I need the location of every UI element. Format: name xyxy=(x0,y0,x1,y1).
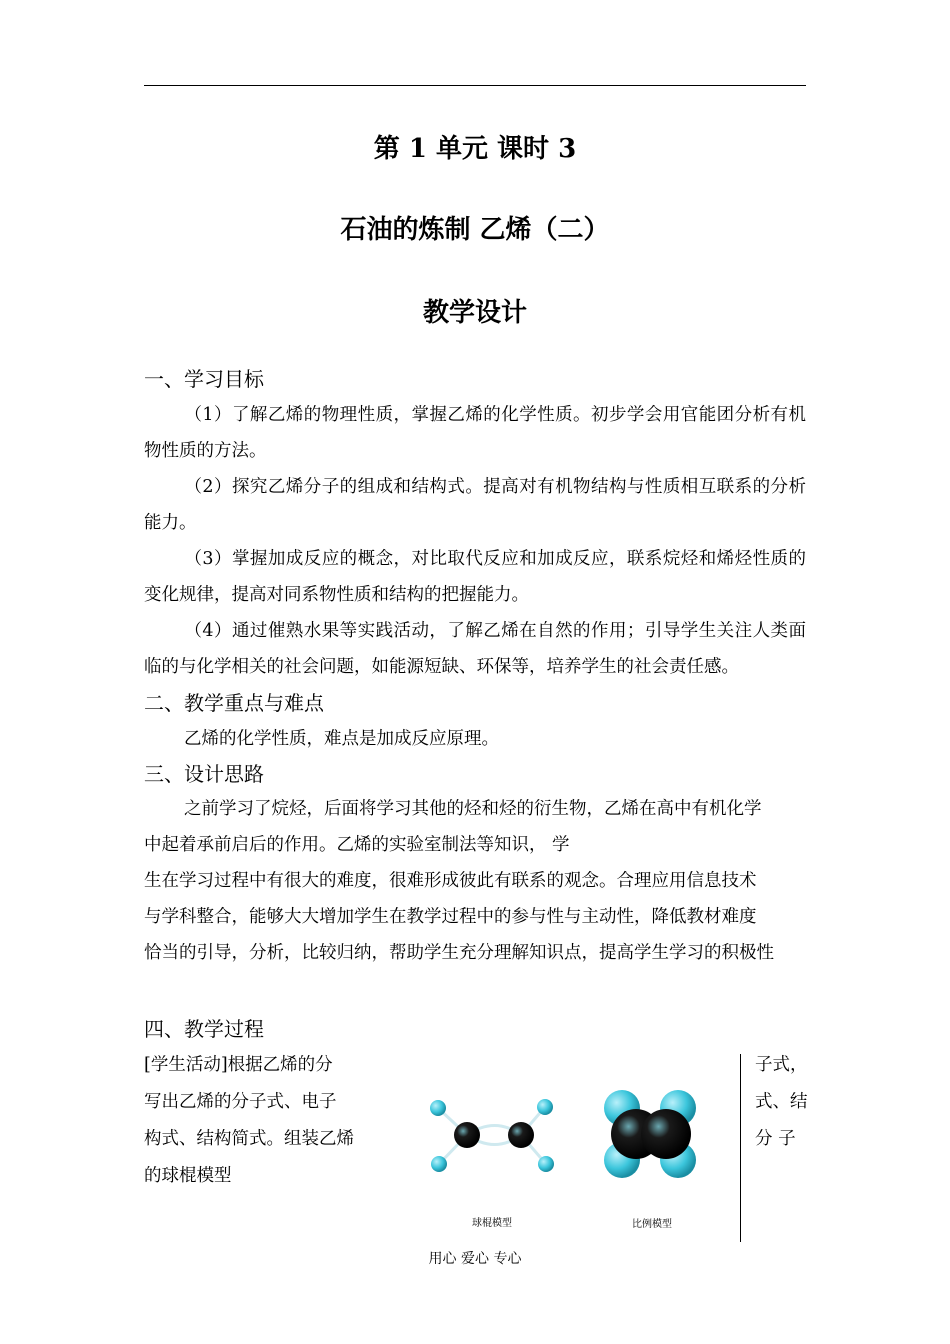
hydrogen-atom xyxy=(538,1156,554,1172)
hydrogen-atom xyxy=(430,1100,446,1116)
process-left-line-4: 的球棍模型 xyxy=(144,1166,232,1186)
section-heading-design: 三、设计思路 xyxy=(144,762,264,786)
page-footer: 用心 爱心 专心 xyxy=(428,1251,522,1267)
ethylene-models-figure xyxy=(420,1080,720,1230)
design-line-5: 恰当的引导，分析，比较归纳，帮助学生充分理解知识点，提高学生学习的积极性 xyxy=(144,943,774,963)
section-heading-goals: 一、学习目标 xyxy=(144,367,264,391)
design-line-4: 与学科整合，能够大大增加学生在教学过程中的参与性与主动性，降低教材难度 xyxy=(144,907,757,927)
process-right-line-3: 分 子 xyxy=(755,1129,796,1149)
carbon-atom xyxy=(454,1122,480,1148)
hydrogen-atom xyxy=(537,1099,553,1115)
space-filling-model xyxy=(604,1090,696,1178)
table-divider-line xyxy=(740,1054,741,1242)
process-right-line-2: 式、结 xyxy=(755,1092,808,1112)
process-left-line-1: [学生活动]根据乙烯的分 xyxy=(144,1055,333,1075)
section-heading-process: 四、教学过程 xyxy=(144,1017,264,1041)
process-right-line-1: 子式， xyxy=(755,1055,808,1075)
lesson-title: 第 1 单元 课时 3 xyxy=(373,134,577,164)
goal-item-1-text: （1）了解乙烯的物理性质，掌握乙烯的化学性质。初步学会用官能团分析有机物性质的方法。 xyxy=(144,405,806,461)
hydrogen-atom xyxy=(431,1156,447,1172)
goal-item-2 xyxy=(144,469,806,541)
ball-stick-model xyxy=(430,1099,554,1172)
space-filling-label: 比例模型 xyxy=(632,1219,672,1230)
key-points-text: 乙烯的化学性质，难点是加成反应原理。 xyxy=(184,729,499,749)
goal-item-1 xyxy=(144,397,806,469)
design-line-1: 之前学习了烷烃，后面将学习其他的烃和烃的衍生物，乙烯在高中有机化学 xyxy=(184,799,762,819)
goal-item-2-text: （2）探究乙烯分子的组成和结构式。提高对有机物结构与性质相互联系的分析能力。 xyxy=(144,477,806,533)
section-heading-key-points: 二、教学重点与难点 xyxy=(144,691,324,715)
process-left-line-3: 构式、结构简式。组装乙烯 xyxy=(144,1129,354,1149)
goal-item-3-text: （3）掌握加成反应的概念，对比取代反应和加成反应，联系烷烃和烯烃性质的变化规律，提高对同系物性质和结构的把握能力。 xyxy=(144,549,806,605)
ball-stick-label: 球棍模型 xyxy=(472,1218,512,1229)
goal-item-4-text: （4）通过催熟水果等实践活动，了解乙烯在自然的作用；引导学生关注人类面临的与化学相关的社会问题，如能源短缺、环保等，培养学生的社会责任感。 xyxy=(144,621,806,677)
topic-title: 石油的炼制 乙烯（二） xyxy=(340,215,610,245)
design-line-3: 生在学习过程中有很大的难度，很难形成彼此有联系的观念。合理应用信息技术 xyxy=(144,871,757,891)
goal-item-3 xyxy=(144,541,806,613)
carbon-atom xyxy=(508,1122,534,1148)
design-line-2: 中起着承前启后的作用。乙烯的实验室制法等知识， 学 xyxy=(144,835,570,855)
process-left-line-2: 写出乙烯的分子式、电子 xyxy=(144,1092,337,1112)
header-rule xyxy=(144,85,806,86)
doc-type-title: 教学设计 xyxy=(422,298,527,328)
goal-item-4 xyxy=(144,613,806,685)
